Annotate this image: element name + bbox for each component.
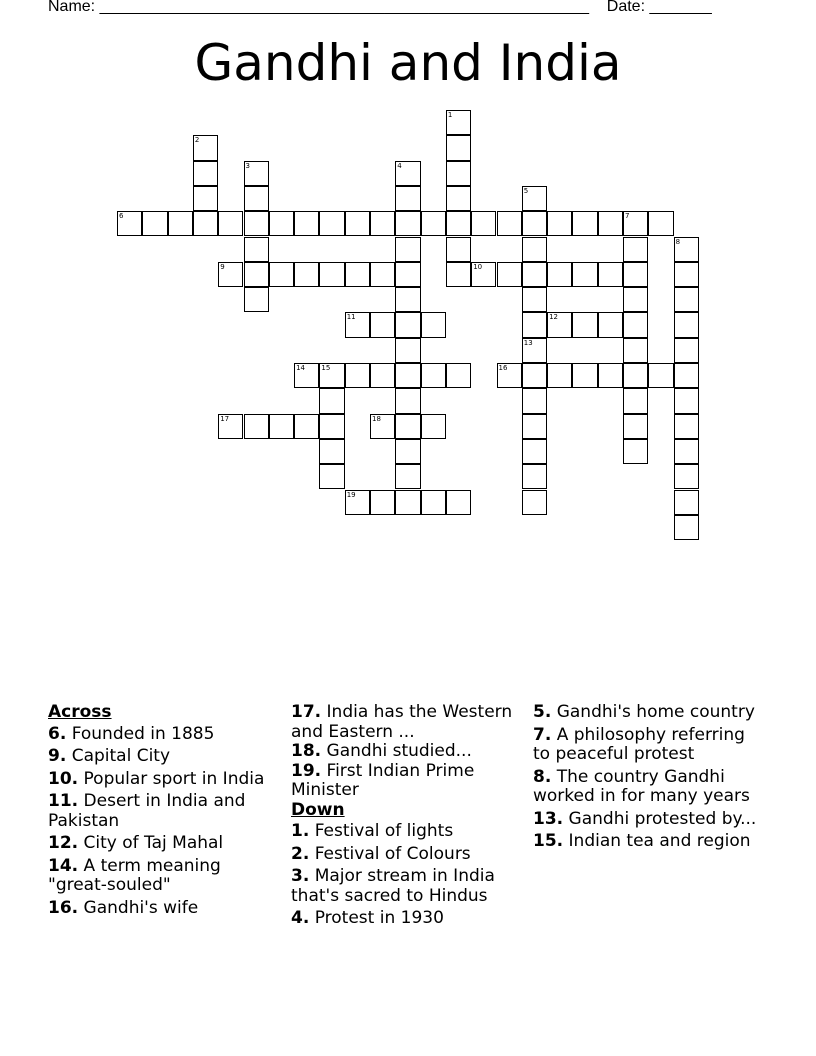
crossword-cell[interactable]	[345, 312, 370, 337]
cell-number: 7	[625, 212, 630, 221]
crossword-cell[interactable]	[319, 388, 344, 413]
crossword-cell[interactable]	[319, 363, 344, 388]
crossword-cell[interactable]	[294, 262, 319, 287]
clue-across-6: 6. Founded in 1885	[48, 723, 215, 744]
clue-down-8: 8. The country Gandhi worked in for many years	[533, 766, 750, 806]
crossword-cell[interactable]	[522, 414, 547, 439]
cell-number: 3	[245, 161, 250, 170]
crossword-cell[interactable]	[446, 237, 471, 262]
crossword-cell[interactable]	[522, 312, 547, 337]
clue-down-15: 15. Indian tea and region	[533, 831, 751, 851]
crossword-cell[interactable]	[168, 211, 193, 236]
crossword-cell[interactable]	[345, 211, 370, 236]
crossword-cell[interactable]	[674, 287, 699, 312]
clue-across-19: 19. First Indian Prime Minister	[291, 760, 475, 800]
crossword-cell[interactable]	[572, 363, 597, 388]
crossword-cell[interactable]	[623, 262, 648, 287]
crossword-cell[interactable]	[674, 490, 699, 515]
clue-down-13: 13. Gandhi protested by...	[533, 808, 757, 829]
crossword-cell[interactable]	[370, 414, 395, 439]
crossword-cell[interactable]	[623, 388, 648, 413]
crossword-cell[interactable]	[395, 388, 420, 413]
clue-across-9: 9. Capital City	[48, 746, 171, 766]
across-heading: Across	[48, 702, 112, 722]
cell-number: 15	[321, 364, 331, 372]
cell-number: 18	[372, 414, 381, 423]
crossword-cell[interactable]	[269, 211, 294, 236]
crossword-cell[interactable]	[674, 338, 699, 363]
crossword-cell[interactable]	[244, 186, 269, 211]
crossword-cell[interactable]	[446, 135, 471, 160]
clue-across-11: 11. Desert in India and Pakistan	[48, 791, 246, 831]
name-label: Name: _______________________________________________________	[48, 0, 589, 15]
crossword-cell[interactable]	[395, 464, 420, 489]
clues-column-2	[291, 703, 521, 932]
crossword-cell[interactable]	[319, 414, 344, 439]
crossword-cell[interactable]	[395, 287, 420, 312]
crossword-cell[interactable]	[421, 490, 446, 515]
clue-down-1: 1. Festival of lights	[291, 821, 454, 841]
cell-number: 2	[194, 136, 200, 145]
clue-across-17: 17. India has the Western and Eastern ...	[291, 702, 513, 742]
crossword-cell[interactable]	[674, 262, 699, 287]
crossword-cell[interactable]	[345, 363, 370, 388]
crossword-cell[interactable]	[547, 262, 572, 287]
cell-number: 13	[523, 338, 533, 347]
crossword-cell[interactable]	[395, 211, 420, 236]
crossword-cell[interactable]	[522, 464, 547, 489]
crossword-cell[interactable]	[623, 211, 648, 236]
crossword-cell[interactable]	[395, 414, 420, 439]
crossword-cell[interactable]	[522, 439, 547, 464]
crossword-cell[interactable]	[674, 388, 699, 413]
crossword-cell[interactable]	[547, 363, 572, 388]
crossword-cell[interactable]	[522, 388, 547, 413]
crossword-cell[interactable]	[446, 186, 471, 211]
crossword-cell[interactable]	[294, 414, 319, 439]
cell-number: 4	[397, 161, 402, 170]
crossword-cell[interactable]	[395, 439, 420, 464]
crossword-cell[interactable]	[395, 312, 420, 337]
crossword-cell[interactable]	[674, 515, 699, 540]
crossword-cell[interactable]	[421, 211, 446, 236]
down-heading: Down	[291, 799, 345, 820]
crossword-cell[interactable]	[547, 211, 572, 236]
cell-number: 8	[675, 237, 681, 246]
crossword-cell[interactable]	[142, 211, 167, 236]
crossword-cell[interactable]	[623, 287, 648, 312]
crossword-cell[interactable]	[421, 312, 446, 337]
crossword-cell[interactable]	[294, 363, 319, 388]
cell-number: 6	[119, 212, 124, 221]
crossword-cell[interactable]	[294, 211, 319, 236]
crossword-cell[interactable]	[319, 439, 344, 464]
crossword-cell[interactable]	[319, 211, 344, 236]
crossword-cell[interactable]	[497, 363, 522, 388]
crossword-cell[interactable]	[370, 490, 395, 515]
clue-across-10: 10. Popular sport in India	[48, 768, 265, 789]
crossword-cell[interactable]	[522, 338, 547, 363]
crossword-cell[interactable]	[395, 363, 420, 388]
crossword-cell[interactable]	[193, 135, 218, 160]
crossword-cell[interactable]	[446, 110, 471, 135]
crossword-cell[interactable]	[244, 237, 269, 262]
crossword-cell[interactable]	[345, 262, 370, 287]
crossword-cell[interactable]	[446, 161, 471, 186]
clue-down-7: 7. A philosophy referring to peaceful protest	[533, 724, 745, 764]
crossword-cell[interactable]	[395, 338, 420, 363]
clues-column-3	[533, 703, 763, 855]
crossword-cell[interactable]	[674, 237, 699, 262]
crossword-cell[interactable]	[319, 262, 344, 287]
crossword-cell[interactable]	[370, 211, 395, 236]
crossword-cell[interactable]	[395, 186, 420, 211]
crossword-cell[interactable]	[572, 312, 597, 337]
crossword-cell[interactable]	[244, 211, 269, 236]
crossword-cell[interactable]	[522, 237, 547, 262]
crossword-cell[interactable]	[648, 211, 673, 236]
cell-number: 14	[296, 364, 306, 372]
crossword-cell[interactable]	[395, 490, 420, 515]
crossword-cell[interactable]	[244, 414, 269, 439]
crossword-cell[interactable]	[623, 237, 648, 262]
crossword-cell[interactable]	[598, 312, 623, 337]
crossword-cell[interactable]	[218, 414, 243, 439]
crossword-cell[interactable]	[674, 414, 699, 439]
crossword-cell[interactable]	[648, 363, 673, 388]
crossword-cell[interactable]	[370, 312, 395, 337]
crossword-cell[interactable]	[674, 464, 699, 489]
crossword-cell[interactable]	[446, 211, 471, 236]
crossword-cell[interactable]	[522, 211, 547, 236]
crossword-cell[interactable]	[522, 363, 547, 388]
crossword-cell[interactable]	[623, 414, 648, 439]
cell-number: 5	[523, 186, 529, 195]
crossword-cell[interactable]	[421, 363, 446, 388]
crossword-cell[interactable]	[446, 363, 471, 388]
cell-number: 12	[549, 313, 559, 322]
clue-down-3: 3. Major stream in India that's sacred to Hindus	[291, 866, 495, 906]
crossword-cell[interactable]	[395, 237, 420, 262]
cell-number: 16	[498, 364, 508, 372]
clue-across-14: 14. A term meaning "great-souled"	[48, 855, 221, 895]
clue-across-16: 16. Gandhi's wife	[48, 897, 199, 918]
crossword-cell[interactable]	[446, 262, 471, 287]
crossword-cell[interactable]	[446, 490, 471, 515]
crossword-cell[interactable]	[244, 161, 269, 186]
crossword-cell[interactable]	[345, 490, 370, 515]
crossword-cell[interactable]	[244, 262, 269, 287]
crossword-cell[interactable]	[244, 287, 269, 312]
clue-down-5: 5. Gandhi's home country	[533, 702, 755, 722]
cell-number: 17	[220, 414, 230, 423]
crossword-cell[interactable]	[421, 414, 446, 439]
cell-number: 10	[473, 262, 483, 271]
crossword-cell[interactable]	[598, 363, 623, 388]
crossword-cell[interactable]	[572, 211, 597, 236]
date-label: Date: _______	[606, 0, 712, 15]
crossword-cell[interactable]	[117, 211, 142, 236]
cell-number: 19	[346, 490, 356, 499]
crossword-cell[interactable]	[598, 262, 623, 287]
crossword-cell[interactable]	[547, 312, 572, 337]
crossword-cell[interactable]	[471, 211, 496, 236]
crossword-cell[interactable]	[522, 490, 547, 515]
crossword-cell[interactable]	[193, 161, 218, 186]
crossword-cell[interactable]	[193, 211, 218, 236]
crossword-cell[interactable]	[623, 312, 648, 337]
cell-number: 9	[220, 262, 225, 271]
crossword-cell[interactable]	[522, 287, 547, 312]
crossword-cell[interactable]	[674, 439, 699, 464]
clue-down-2: 2. Festival of Colours	[291, 843, 471, 864]
crossword-cell[interactable]	[522, 262, 547, 287]
cell-number: 11	[346, 313, 356, 322]
crossword-cell[interactable]	[370, 363, 395, 388]
cell-number: 1	[447, 111, 453, 119]
crossword-cell[interactable]	[623, 338, 648, 363]
crossword-cell[interactable]	[674, 363, 699, 388]
clue-across-12: 12. City of Taj Mahal	[48, 833, 224, 853]
crossword-cell[interactable]	[497, 262, 522, 287]
crossword-cell[interactable]	[319, 464, 344, 489]
crossword-cell[interactable]	[471, 262, 496, 287]
crossword-cell[interactable]	[623, 439, 648, 464]
page-title: Gandhi and India	[194, 34, 622, 92]
clue-down-4: 4. Protest in 1930	[291, 908, 444, 928]
crossword-cell[interactable]	[522, 186, 547, 211]
crossword-cell[interactable]	[218, 211, 243, 236]
crossword-cell[interactable]	[218, 262, 243, 287]
crossword-cell[interactable]	[674, 312, 699, 337]
crossword-cell[interactable]	[269, 262, 294, 287]
clues-column-1	[48, 703, 278, 921]
crossword-cell[interactable]	[623, 363, 648, 388]
crossword-cell[interactable]	[370, 262, 395, 287]
clue-across-18: 18. Gandhi studied...	[291, 741, 472, 761]
crossword-cell[interactable]	[193, 186, 218, 211]
crossword-cell[interactable]	[572, 262, 597, 287]
crossword-cell[interactable]	[497, 211, 522, 236]
crossword-cell[interactable]	[395, 161, 420, 186]
crossword-cell[interactable]	[269, 414, 294, 439]
crossword-cell[interactable]	[598, 211, 623, 236]
crossword-cell[interactable]	[395, 262, 420, 287]
